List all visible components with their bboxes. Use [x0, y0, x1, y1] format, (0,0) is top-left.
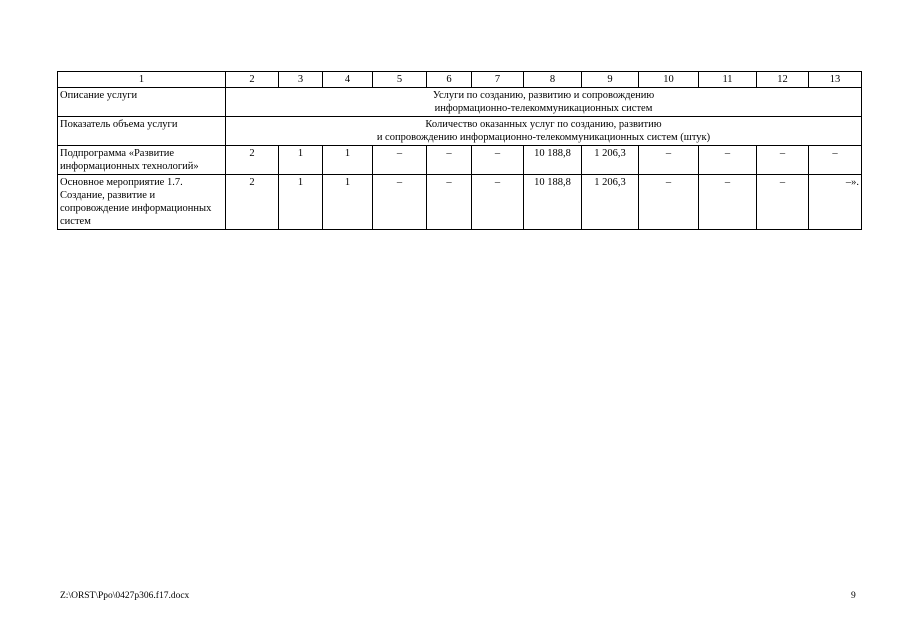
column-header-13: 13: [809, 72, 862, 88]
table-cell: 2: [226, 175, 279, 230]
table-cell: –: [427, 175, 472, 230]
table-cell: 1 206,3: [582, 175, 639, 230]
table-cell: –: [699, 175, 757, 230]
table-cell: –: [373, 175, 427, 230]
service-description-value: [226, 88, 862, 117]
table-cell: –: [373, 146, 427, 175]
table-row: [58, 146, 862, 175]
column-header-5: 5: [373, 72, 427, 88]
column-header-9: 9: [582, 72, 639, 88]
column-header-7: 7: [472, 72, 524, 88]
row-name: Подпрограмма «Развитие информационных технологий»: [58, 146, 226, 175]
column-header-3: 3: [279, 72, 323, 88]
service-description-row: [58, 88, 862, 117]
table-cell: –: [427, 146, 472, 175]
column-header-11: 11: [699, 72, 757, 88]
header-row: [58, 72, 862, 88]
volume-indicator-label: Показатель объема услуги: [58, 117, 226, 146]
table-cell: 1: [279, 146, 323, 175]
column-header-6: 6: [427, 72, 472, 88]
column-header-8: 8: [524, 72, 582, 88]
volume-indicator-line1: Количество оказанных услуг по созданию, развитию: [425, 119, 662, 130]
column-header-1: 1: [58, 72, 226, 88]
row-name: Основное мероприятие 1.7. Создание, развитие и сопровождение информационных систем: [58, 175, 226, 230]
table-cell: –: [639, 146, 699, 175]
column-header-4: 4: [323, 72, 373, 88]
table-cell: 1 206,3: [582, 146, 639, 175]
service-description-label: Описание услуги: [58, 88, 226, 117]
table-cell: –».: [809, 175, 862, 230]
table-cell: 10 188,8: [524, 146, 582, 175]
table-cell: 1: [279, 175, 323, 230]
footer-file-path: Z:\ORST\Ppo\0427p306.f17.docx: [60, 591, 190, 601]
column-header-12: 12: [757, 72, 809, 88]
table-cell: 2: [226, 146, 279, 175]
table-cell: –: [757, 146, 809, 175]
footer-page-number: 9: [851, 591, 856, 601]
data-table: [57, 71, 862, 230]
volume-indicator-row: [58, 117, 862, 146]
table-cell: –: [757, 175, 809, 230]
table-cell: 10 188,8: [524, 175, 582, 230]
volume-indicator-value: [226, 117, 862, 146]
table-cell: –: [472, 146, 524, 175]
service-description-line1: Услуги по созданию, развитию и сопровождению: [432, 90, 655, 101]
column-header-2: 2: [226, 72, 279, 88]
table-cell: 1: [323, 146, 373, 175]
table-cell: –: [639, 175, 699, 230]
column-header-10: 10: [639, 72, 699, 88]
table-cell: –: [472, 175, 524, 230]
service-description-line2: информационно-телекоммуникационных систем: [434, 103, 653, 114]
table-cell: –: [699, 146, 757, 175]
table-row: [58, 175, 862, 230]
table-cell: 1: [323, 175, 373, 230]
volume-indicator-line2: и сопровождению информационно-телекоммуникационных систем (штук): [376, 132, 711, 143]
table-cell: –: [809, 146, 862, 175]
